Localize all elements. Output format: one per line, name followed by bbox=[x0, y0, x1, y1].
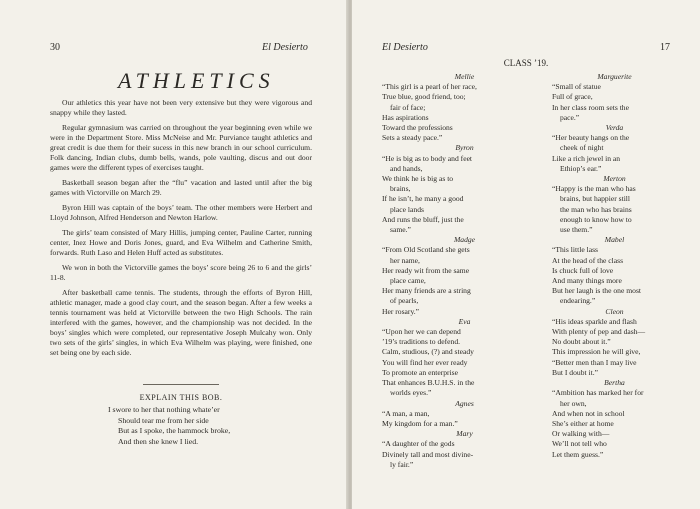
verse-line: Sets a steady pace.” bbox=[382, 133, 443, 143]
student-name: Mary bbox=[456, 429, 473, 439]
student-name: Madge bbox=[453, 235, 476, 245]
verse-line: Has aspirations bbox=[382, 112, 429, 122]
verse-line: brains, but happier still bbox=[560, 194, 631, 204]
student-name: Eva bbox=[458, 316, 471, 326]
verse-line: If he isn’t, he many a good bbox=[382, 194, 464, 204]
student-name: Mellie bbox=[454, 72, 475, 81]
verse-line: Like a rich jewel in an bbox=[552, 153, 621, 163]
verse-line: “A man, a man, bbox=[382, 408, 430, 418]
poem-title: EXPLAIN THIS BOB. bbox=[139, 393, 223, 402]
right-page-number: 17 bbox=[660, 42, 670, 53]
paragraph: Byron Hill was captain of the boys’ team. The other members were Herbert and Lloyd Johnson, Alfred Henderson and Newton Harlow. bbox=[50, 203, 312, 222]
student-name: Merton bbox=[603, 174, 626, 184]
left-page-number: 30 bbox=[50, 42, 60, 53]
verse-line: True blue, good friend, too; bbox=[382, 92, 466, 102]
verse-line: the man who has brains bbox=[560, 204, 632, 214]
verse-line: and hands, bbox=[390, 163, 423, 173]
verse-line: “Her beauty hangs on the bbox=[552, 133, 630, 143]
verse-line: Full of grace, bbox=[552, 92, 593, 102]
poem-line: And then she knew I lied. bbox=[118, 436, 199, 446]
verse-line: But I doubt it.” bbox=[552, 367, 598, 377]
student-name: Verda bbox=[605, 123, 624, 133]
verse-line: We’ll not tell who bbox=[552, 439, 607, 449]
verse-line: her name, bbox=[390, 255, 420, 265]
verse-line: “This girl is a pearl of her race, bbox=[382, 82, 477, 92]
verse-line: Is chuck full of love bbox=[552, 265, 614, 275]
page-title: ATHLETICS bbox=[118, 68, 275, 93]
student-name: Byron bbox=[455, 143, 474, 153]
verse-line: endearing.” bbox=[560, 296, 596, 306]
verse-line: brains, bbox=[390, 184, 411, 194]
verse-line: “Happy is the man who has bbox=[552, 184, 636, 194]
verse-line: That enhances B.U.H.S. in the bbox=[382, 378, 475, 388]
verse-line: place lands bbox=[390, 204, 424, 214]
class-column-left bbox=[382, 72, 547, 470]
verse-line: Let them guess.” bbox=[552, 449, 604, 459]
right-page bbox=[352, 0, 700, 509]
verse-line: And runs the bluff, just the bbox=[382, 214, 464, 224]
student-name: Cleon bbox=[605, 306, 624, 316]
verse-line: pace.” bbox=[560, 112, 580, 122]
verse-line: “A daughter of the gods bbox=[382, 439, 455, 449]
poem bbox=[108, 405, 230, 447]
paragraph: After basketball came tennis. The students, through the efforts of Byron Hill, athletic manager, made a good clay court, and the season began. After a few weeks a tennis tournament was held at Victorville between the two High Schools. The rain interfered with the games, however, and the championship was not decided. In the boys’ singles which were completed, our representative Joseph Mulcahy won. Only two sets of the girls’ singles, in which Eva Wilhelm was playing, were finished, one set being one by each side. bbox=[50, 288, 312, 357]
poem-line: Should tear me from her side bbox=[118, 415, 209, 425]
verse-line: Her many friends are a string bbox=[382, 286, 471, 296]
verse-line: Or walking with— bbox=[552, 429, 610, 439]
right-running-head: El Desierto bbox=[382, 42, 428, 53]
verse-line: Divinely tall and most divine- bbox=[382, 449, 474, 459]
poem-line: But as I spoke, the hammock broke, bbox=[118, 426, 231, 435]
verse-line: fair of face; bbox=[390, 102, 426, 112]
verse-line: Calm, studious, (?) and steady bbox=[382, 347, 474, 357]
divider bbox=[143, 384, 219, 385]
student-name: Bertha bbox=[604, 378, 625, 388]
verse-line: And many things more bbox=[552, 276, 622, 286]
verse-line: “Small of statue bbox=[552, 82, 601, 92]
athletics-body bbox=[50, 98, 312, 363]
verse-line: enough to know how to bbox=[560, 214, 632, 224]
verse-line: We think he is big as to bbox=[382, 174, 454, 184]
verse-line: her own, bbox=[560, 398, 587, 408]
verse-line: And when not in school bbox=[552, 408, 625, 418]
verse-line: She’s either at home bbox=[552, 418, 614, 428]
verse-line: “Upon her we can depend bbox=[382, 327, 461, 337]
verse-line: “Better men than I may live bbox=[552, 357, 637, 367]
left-page bbox=[0, 0, 348, 509]
verse-line: This impression he will give, bbox=[552, 347, 641, 357]
verse-line: Ethiop’s ear.” bbox=[560, 163, 602, 173]
verse-line: You will find her ever ready bbox=[382, 357, 468, 367]
student-name: Agnes bbox=[455, 398, 474, 408]
paragraph: Our athletics this year have not been very extensive but they were vigorous and snappy while they lasted. bbox=[50, 98, 312, 117]
verse-line: No doubt about it.” bbox=[552, 337, 611, 347]
verse-line: “He is big as to body and feet bbox=[382, 153, 473, 163]
verse-line: of pearls, bbox=[390, 296, 419, 306]
verse-line: ly fair.” bbox=[390, 459, 414, 469]
paragraph: The girls’ team consisted of Mary Hillis, jumping center, Pauline Carter, running center, Inez Howe and Doris Jones, guard, and Eva Wilhelm and Catherine Smith, forwards. Ruth Laso and Helen Huff acted as substitutes. bbox=[50, 228, 312, 257]
verse-line: “This little lass bbox=[552, 245, 598, 255]
poem-line: I swore to her that nothing whate’er bbox=[108, 405, 220, 414]
verse-line: “Ambition has marked her for bbox=[552, 388, 644, 398]
verse-line: place came, bbox=[390, 276, 426, 286]
verse-line: “From Old Scotland she gets bbox=[382, 245, 470, 255]
class-column-right bbox=[552, 72, 677, 460]
paragraph: Regular gymnasium was carried on throughout the year beginning even while we were in the Department Store. Miss McNeise and Mr. Purviance taught athletics and great credit is due them for their sucess in this new branch in our school curriculum. Folk dancing, Indian clubs, dumb bells, wands, pole vaulting, discus and out door games were the different types of exercises taught. bbox=[50, 123, 312, 172]
verse-line: cheek of night bbox=[560, 143, 604, 153]
student-name: Marguerite bbox=[597, 72, 632, 81]
verse-line: My kingdom for a man.” bbox=[382, 418, 458, 428]
verse-line: ’19’s traditions to defend. bbox=[382, 337, 461, 347]
verse-line: Her rosary.” bbox=[382, 306, 420, 316]
verse-line: But her laugh is the one most bbox=[552, 286, 642, 296]
verse-line: Her ready wit from the same bbox=[382, 265, 470, 275]
class-heading: CLASS ’19. bbox=[503, 58, 549, 68]
verse-line: use them.” bbox=[560, 225, 593, 235]
student-name: Mabel bbox=[604, 235, 625, 245]
verse-line: With plenty of pep and dash— bbox=[552, 327, 646, 337]
verse-line: same.” bbox=[390, 225, 411, 235]
verse-line: Toward the professions bbox=[382, 123, 453, 133]
left-running-head: El Desierto bbox=[262, 42, 308, 53]
verse-line: In her class room sets the bbox=[552, 102, 629, 112]
paragraph: We won in both the Victorville games the boys’ score being 26 to 6 and the girls’ 11-8. bbox=[50, 263, 312, 282]
paragraph: Basketball season began after the “flu” vacation and lasted until after the big games with Victorville on March 29. bbox=[50, 178, 312, 197]
verse-line: At the head of the class bbox=[552, 255, 624, 265]
verse-line: worlds eyes.” bbox=[390, 388, 432, 398]
verse-line: “His ideas sparkle and flash bbox=[552, 316, 637, 326]
verse-line: To promote an enterprise bbox=[382, 367, 459, 377]
